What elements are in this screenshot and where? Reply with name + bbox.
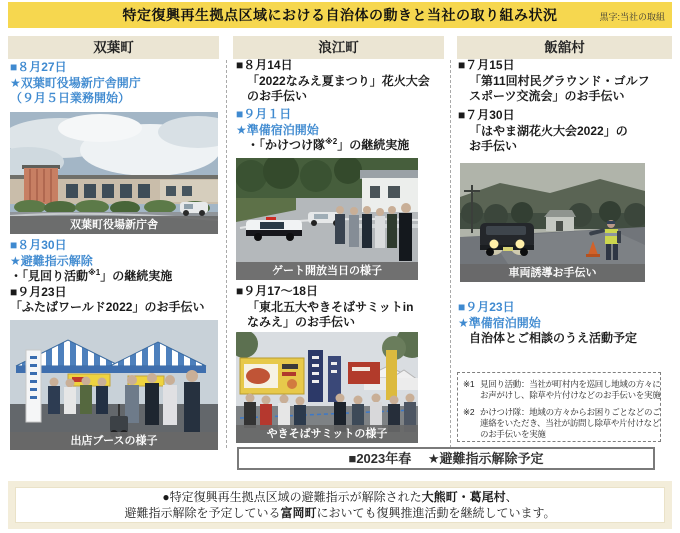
event-block: [236, 58, 448, 105]
event-date: ■７月15日: [458, 58, 515, 72]
photo-iitate-traffic: [460, 163, 645, 282]
page-title: 特定復興再生拠点区域における自治体の動きと当社の取り組み状況: [122, 7, 558, 23]
event-line: ★双葉町役場新庁舎開庁: [10, 75, 141, 90]
event-block: [458, 58, 670, 105]
photo-namie-gate: [236, 158, 418, 280]
footnote-box: [457, 372, 661, 442]
event-date: ■９月23日: [458, 300, 515, 314]
event-line: 「第11回村民グラウンド・ゴルフ: [469, 73, 650, 88]
event-line: 「ふたばワールド2022」のお手伝い: [10, 300, 205, 314]
event-line: 自治体とご相談のうえ活動予定: [469, 331, 638, 345]
event-block: [236, 284, 448, 331]
footer-text: [15, 487, 665, 523]
event-line: （９月５日業務開始）: [10, 91, 131, 105]
photo-namie-yakisoba: [236, 332, 418, 443]
footnote-ref: ※2: [325, 137, 338, 146]
column-header-iitate: 飯舘村: [457, 36, 672, 59]
town-names-bold: 大熊町・葛尾村: [421, 490, 506, 504]
event-date: ■８月27日: [10, 60, 67, 74]
event-line: スポーツ交流会」のお手伝い: [469, 89, 625, 103]
event-line: ・「かけつけ隊$^{※2}$」の継続実施: [247, 137, 410, 152]
footnote-line: かけつけ隊：地域の方々からお困りごとなどのご: [480, 407, 661, 417]
event-block: [458, 300, 670, 347]
footnote-label: ※2: [463, 407, 475, 417]
event-line: なみえ」のお手伝い: [247, 315, 356, 329]
photo-caption: 出店ブースの様子: [10, 432, 218, 450]
event-block: [10, 60, 222, 107]
footnote-line: お声がけし、除草や片付けなどのお手伝いを実施: [480, 390, 661, 400]
column-header-futaba: 双葉町: [8, 36, 219, 59]
column-header-namie: 浪江町: [233, 36, 444, 59]
booth-photo-illustration: [10, 320, 218, 450]
event-line: ・「見回り活動$^{※1}$」の継続実施: [10, 268, 173, 283]
event-date: ■８月14日: [236, 58, 293, 72]
event-line: 「2022なみえ夏まつり」花火大会: [247, 73, 430, 88]
event-block: [458, 108, 670, 155]
photo-futaba-townhall: [10, 112, 218, 234]
event-line: 「はやま湖花火大会2022」の: [469, 123, 628, 138]
footnote-line: 連絡をいただき、当社が訪問し除草や片付けなど: [480, 418, 661, 428]
title-bar: [8, 2, 672, 28]
event-line: ★避難指示解除: [10, 253, 93, 268]
town-name-bold: 富岡町: [280, 506, 317, 520]
footer-box: [8, 481, 672, 529]
event-date: ■９月１日: [236, 107, 292, 121]
event-block: [236, 107, 448, 154]
footer-line-2: 避難指示解除を予定している富岡町においても復興推進活動を継続しています。: [124, 506, 556, 520]
footnote-line: 見回り活動：当社が町村内を巡回し地域の方々に: [480, 379, 661, 389]
photo-caption: ゲート開放当日の様子: [236, 262, 418, 280]
footnote-line: のお手伝いを実施: [480, 429, 546, 439]
event-line: ★準備宿泊開始: [236, 122, 319, 137]
event-line: 「東北五大やきそばサミットin: [247, 299, 414, 314]
footer-line-1: ●特定復興再生拠点区域の避難指示が解除された大熊町・葛尾村、: [162, 490, 518, 504]
event-date: ■９月23日: [10, 284, 67, 299]
schedule-bar: ■2023年春 ★避難指示解除予定: [237, 447, 655, 470]
column-divider: [450, 60, 451, 448]
event-date: ■７月30日: [458, 108, 515, 122]
photo-caption: やきそばサミットの様子: [236, 425, 418, 443]
footnote-ref: ※1: [88, 268, 101, 277]
footnote-2: [463, 407, 661, 440]
event-line: ★準備宿泊開始: [458, 315, 541, 330]
event-date: ■８月30日: [10, 238, 67, 252]
legend-note: 黒字:当社の取組: [599, 12, 665, 22]
photo-caption: 双葉町役場新庁舎: [10, 216, 218, 234]
photo-futaba-booth: [10, 320, 218, 450]
column-divider: [226, 60, 227, 448]
event-line: のお手伝い: [247, 89, 308, 103]
event-date: ■９月17～18日: [236, 284, 318, 298]
event-block: [10, 238, 222, 316]
event-line: お手伝い: [469, 139, 518, 153]
photo-caption: 車両誘導お手伝い: [460, 264, 645, 282]
footnote-1: [463, 379, 661, 401]
footnote-label: ※1: [463, 379, 475, 389]
